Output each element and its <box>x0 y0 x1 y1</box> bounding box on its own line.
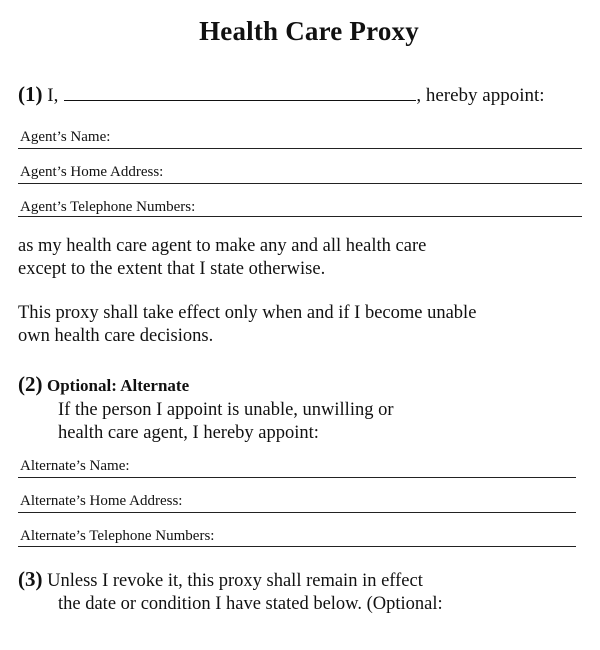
agent-address-line[interactable] <box>18 183 582 184</box>
section-number-3: (3) <box>18 567 43 591</box>
principal-line <box>18 82 545 107</box>
alternate-heading-text: Optional: Alternate <box>47 376 190 395</box>
document-title: Health Care Proxy <box>199 16 419 46</box>
principal-name-blank[interactable] <box>64 86 416 101</box>
effect-clause-line-1: This proxy shall take effect only when and if I become unable <box>18 303 477 323</box>
agent-name-line[interactable] <box>18 148 582 149</box>
duration-text-1: Unless I revoke it, this proxy shall remain in effect <box>47 571 423 591</box>
duration-line-1 <box>18 568 423 593</box>
principal-prefix: I, <box>47 85 59 106</box>
agent-authority-line-2: except to the extent that I state otherwise. <box>18 259 326 279</box>
agent-address-label: Agent’s Home Address: <box>20 164 164 180</box>
effect-clause-line-2: own health care decisions. <box>18 326 214 346</box>
alternate-name-line[interactable] <box>18 477 576 478</box>
duration-line-2: the date or condition I have stated below. (Optional: <box>58 594 443 614</box>
principal-suffix: , hereby appoint: <box>416 85 545 106</box>
agent-phone-line[interactable] <box>18 216 582 217</box>
section-number-1: (1) <box>18 82 43 106</box>
agent-phone-label: Agent’s Telephone Numbers: <box>20 199 196 215</box>
section-number-2: (2) <box>18 372 43 396</box>
alternate-name-label: Alternate’s Name: <box>20 458 130 474</box>
agent-name-label: Agent’s Name: <box>20 129 111 145</box>
alternate-phone-line[interactable] <box>18 546 576 547</box>
alternate-text-line-2: health care agent, I hereby appoint: <box>58 423 319 443</box>
alternate-text-line-1: If the person I appoint is unable, unwilling or <box>58 400 394 420</box>
alternate-phone-label: Alternate’s Telephone Numbers: <box>20 528 215 544</box>
alternate-address-line[interactable] <box>18 512 576 513</box>
alternate-address-label: Alternate’s Home Address: <box>20 493 183 509</box>
agent-authority-line-1: as my health care agent to make any and all health care <box>18 236 427 256</box>
alternate-heading <box>18 372 189 397</box>
